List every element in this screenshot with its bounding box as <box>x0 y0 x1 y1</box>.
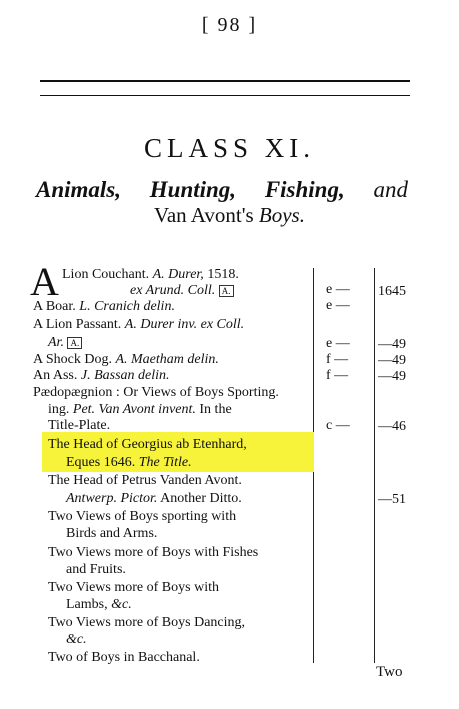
entry-line <box>66 525 157 542</box>
entry-text: Lambs, <box>66 597 108 612</box>
entry-line <box>33 351 219 368</box>
entry-line <box>66 596 132 613</box>
entry-text: Another Ditto. <box>160 491 242 506</box>
entry-text: ing. <box>48 402 70 417</box>
entry-text: Pædopægnion : Or Views of Boys Sporting. <box>33 385 279 400</box>
entry-text: Eques 1646. <box>66 455 136 470</box>
condition-mark: c — <box>326 418 350 433</box>
top-rule <box>40 80 410 82</box>
entry-text: A Shock Dog. <box>33 352 112 367</box>
entry-line <box>48 649 200 666</box>
entry-text: Title-Plate. <box>48 418 111 433</box>
entry-line <box>33 298 175 315</box>
entry-line <box>130 282 234 299</box>
entry-italic: &c. <box>111 597 132 612</box>
entry-italic: Ar. <box>48 335 64 350</box>
price: —49 <box>378 369 406 384</box>
entry-line <box>66 454 192 471</box>
entry-line <box>48 614 245 631</box>
entry-italic: Antwerp. Pictor. <box>66 491 158 506</box>
entry-italic: A. Maetham delin. <box>115 352 219 367</box>
entry-text: Two Views more of Boys with <box>48 580 219 595</box>
subheading-roman: Van Avont's <box>154 203 254 227</box>
column-rule-right <box>374 268 375 663</box>
condition-mark: e — <box>326 298 350 313</box>
subheading-italic: Boys. <box>258 203 305 227</box>
entry-line <box>48 472 242 489</box>
entry-text: Two Views more of Boys Dancing, <box>48 615 246 630</box>
entry-line <box>62 266 239 283</box>
entry-line <box>33 367 170 384</box>
entry-italic: L. Cranich delin. <box>79 299 175 314</box>
entry-text: Two of Boys in Bacchanal. <box>48 650 200 665</box>
subheading-word: Fishing, <box>264 177 345 202</box>
entry-italic: &c. <box>66 632 87 647</box>
price: 1645 <box>378 284 406 299</box>
entry-line <box>48 417 110 434</box>
entry-line <box>48 579 219 596</box>
condition-mark: f — <box>326 352 349 367</box>
entry-line <box>48 401 232 418</box>
entry-italic: J. Bassan delin. <box>80 368 170 383</box>
condition-mark: e — <box>326 336 350 351</box>
entry-italic: The Title. <box>138 455 192 470</box>
subheading-word: Hunting, <box>149 177 237 202</box>
entry-italic: A. Durer, <box>152 267 204 282</box>
entry-text: A Lion Passant. <box>33 317 122 332</box>
entry-text: Birds and Arms. <box>66 526 158 541</box>
entry-line <box>66 490 242 507</box>
entry-text: Two Views of Boys sporting with <box>48 509 237 524</box>
entry-line <box>33 384 279 401</box>
entry-line <box>48 436 247 453</box>
entry-line <box>48 544 258 561</box>
entry-text: An Ass. <box>33 368 78 383</box>
entry-line <box>33 316 244 333</box>
price: —49 <box>378 337 406 352</box>
subheading-line-1 <box>36 177 408 203</box>
entry-date: 1518. <box>207 267 239 282</box>
entry-italic: Pet. Van Avont invent. <box>72 402 196 417</box>
entry-text: A Boar. <box>33 299 76 314</box>
catchword: Two <box>376 664 403 680</box>
entry-line <box>48 508 236 525</box>
collection-stamp: A. <box>67 337 82 349</box>
page-number: [ 98 ] <box>201 14 258 36</box>
entry-italic: A. Durer inv. ex Coll. <box>124 317 245 332</box>
price: —51 <box>378 492 406 507</box>
subheading-word: Animals, <box>36 177 122 202</box>
entry-text: and Fruits. <box>66 562 126 577</box>
class-heading: CLASS XI. <box>143 133 316 163</box>
subheading-word: and <box>373 177 408 202</box>
collection-stamp: A. <box>219 285 234 297</box>
condition-mark: e — <box>326 282 350 297</box>
drop-cap: A <box>30 259 59 304</box>
entry-text: The Head of Petrus Vanden Avont. <box>48 473 242 488</box>
entry-line <box>48 334 82 351</box>
entry-text: Lion Couchant. <box>62 267 150 282</box>
price: —49 <box>378 353 406 368</box>
subheading-line-2 <box>0 203 459 228</box>
price: —46 <box>378 419 406 434</box>
entry-text: In the <box>199 402 232 417</box>
entry-text: Two Views more of Boys with Fishes <box>48 545 259 560</box>
top-rule-thin <box>40 95 410 96</box>
entry-line <box>66 631 87 648</box>
condition-mark: f — <box>326 368 349 383</box>
entry-line <box>66 561 126 578</box>
entry-text: The Head of Georgius ab Etenhard, <box>48 437 247 452</box>
entry-italic: ex Arund. Coll. <box>130 283 216 298</box>
